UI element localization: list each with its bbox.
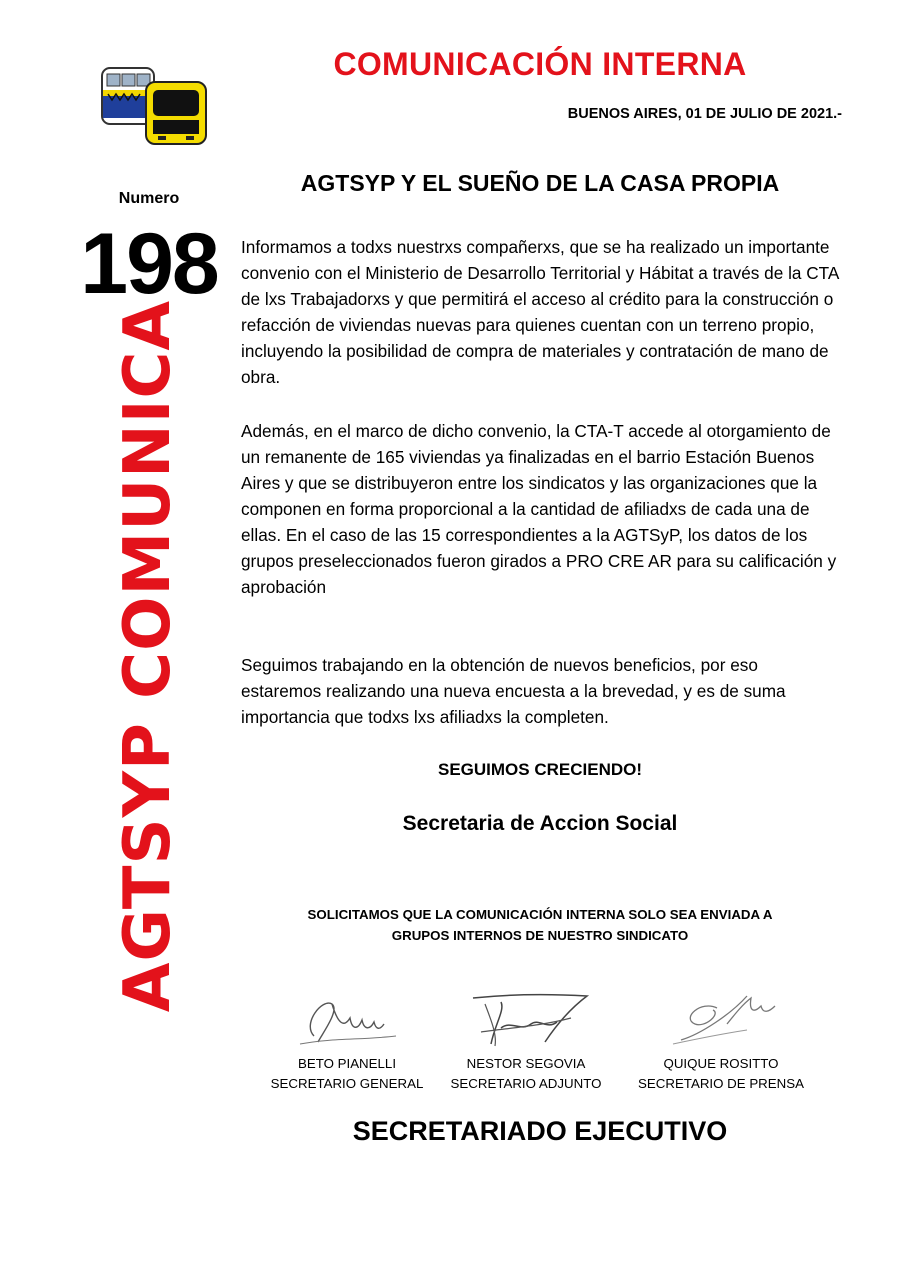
- signatory-role: SECRETARIO ADJUNTO: [450, 1076, 602, 1091]
- handwritten-signature: [461, 984, 591, 1048]
- notice-line: SOLICITAMOS QUE LA COMUNICACIÓN INTERNA SOLO SEA ENVIADA A: [307, 907, 773, 922]
- signatory-name: NESTOR SEGOVIA: [466, 1056, 586, 1071]
- footer-title: SECRETARIADO EJECUTIVO: [352, 1116, 728, 1146]
- article-paragraph: Además, en el marco de dicho convenio, la CTA-T accede al otorgamiento de un remanente de 165 viviendas ya finalizadas en el barrio Estación Buenos Aires y que se distribuyeron entre los sindicatos y las organizaciones que la componen en forma proporcional a la cantidad de afiliadxs de cada una de ellas. En el caso de las 15 correspondientes a la AGTSyP, los datos de los grupos preseleccionados fueron girados a PRO CRE AR para su calificación y aprobación: [241, 421, 837, 597]
- signatory-role: SECRETARIO GENERAL: [270, 1076, 424, 1091]
- signatory-name: QUIQUE ROSITTO: [663, 1056, 779, 1071]
- signatory-role: SECRETARIO DE PRENSA: [638, 1076, 804, 1091]
- page-title: COMUNICACIÓN INTERNA: [333, 46, 747, 82]
- slogan: SEGUIMOS CRECIENDO!: [437, 760, 643, 779]
- article-paragraph: Informamos a todxs nuestrxs compañerxs, que se ha realizado un importante convenio con el Ministerio de Desarrollo Territorial y Hábitat a través de la CTA de lxs Trabajadorxs y que permitirá el acceso al crédito para la construcción o refacción de viviendas nuevas para quienes cuentan con un terreno propio, incluyendo la posibilidad de compra de materiales y contratación de mano de obra.: [241, 237, 839, 387]
- issue-number-label: Numero: [118, 190, 180, 207]
- handwritten-signature: [292, 984, 402, 1048]
- article-title: AGTSYP Y EL SUEÑO DE LA CASA PROPIA: [300, 170, 780, 196]
- signatory-name: BETO PIANELLI: [297, 1056, 397, 1071]
- train-logo-icon: [98, 64, 210, 148]
- department-name: Secretaria de Accion Social: [402, 812, 678, 835]
- issue-number: 198: [80, 216, 218, 312]
- notice-line: GRUPOS INTERNOS DE NUESTRO SINDICATO: [391, 928, 689, 943]
- article-paragraph: Seguimos trabajando en la obtención de nuevos beneficios, por eso estaremos realizando una nueva encuesta a la brevedad, y es de suma importancia que todxs lxs afiliadxs la completen.: [241, 655, 786, 727]
- signature-block: [636, 984, 806, 1094]
- dateline: BUENOS AIRES, 01 DE JULIO DE 2021.-: [567, 106, 842, 122]
- vertical-brand-text: AGTSYP COMUNICA: [111, 299, 185, 1013]
- signature-block: [441, 984, 611, 1094]
- signature-block: [262, 984, 432, 1094]
- distribution-notice: [240, 904, 840, 946]
- handwritten-signature: [661, 984, 781, 1048]
- vertical-brand-banner: [111, 299, 185, 1013]
